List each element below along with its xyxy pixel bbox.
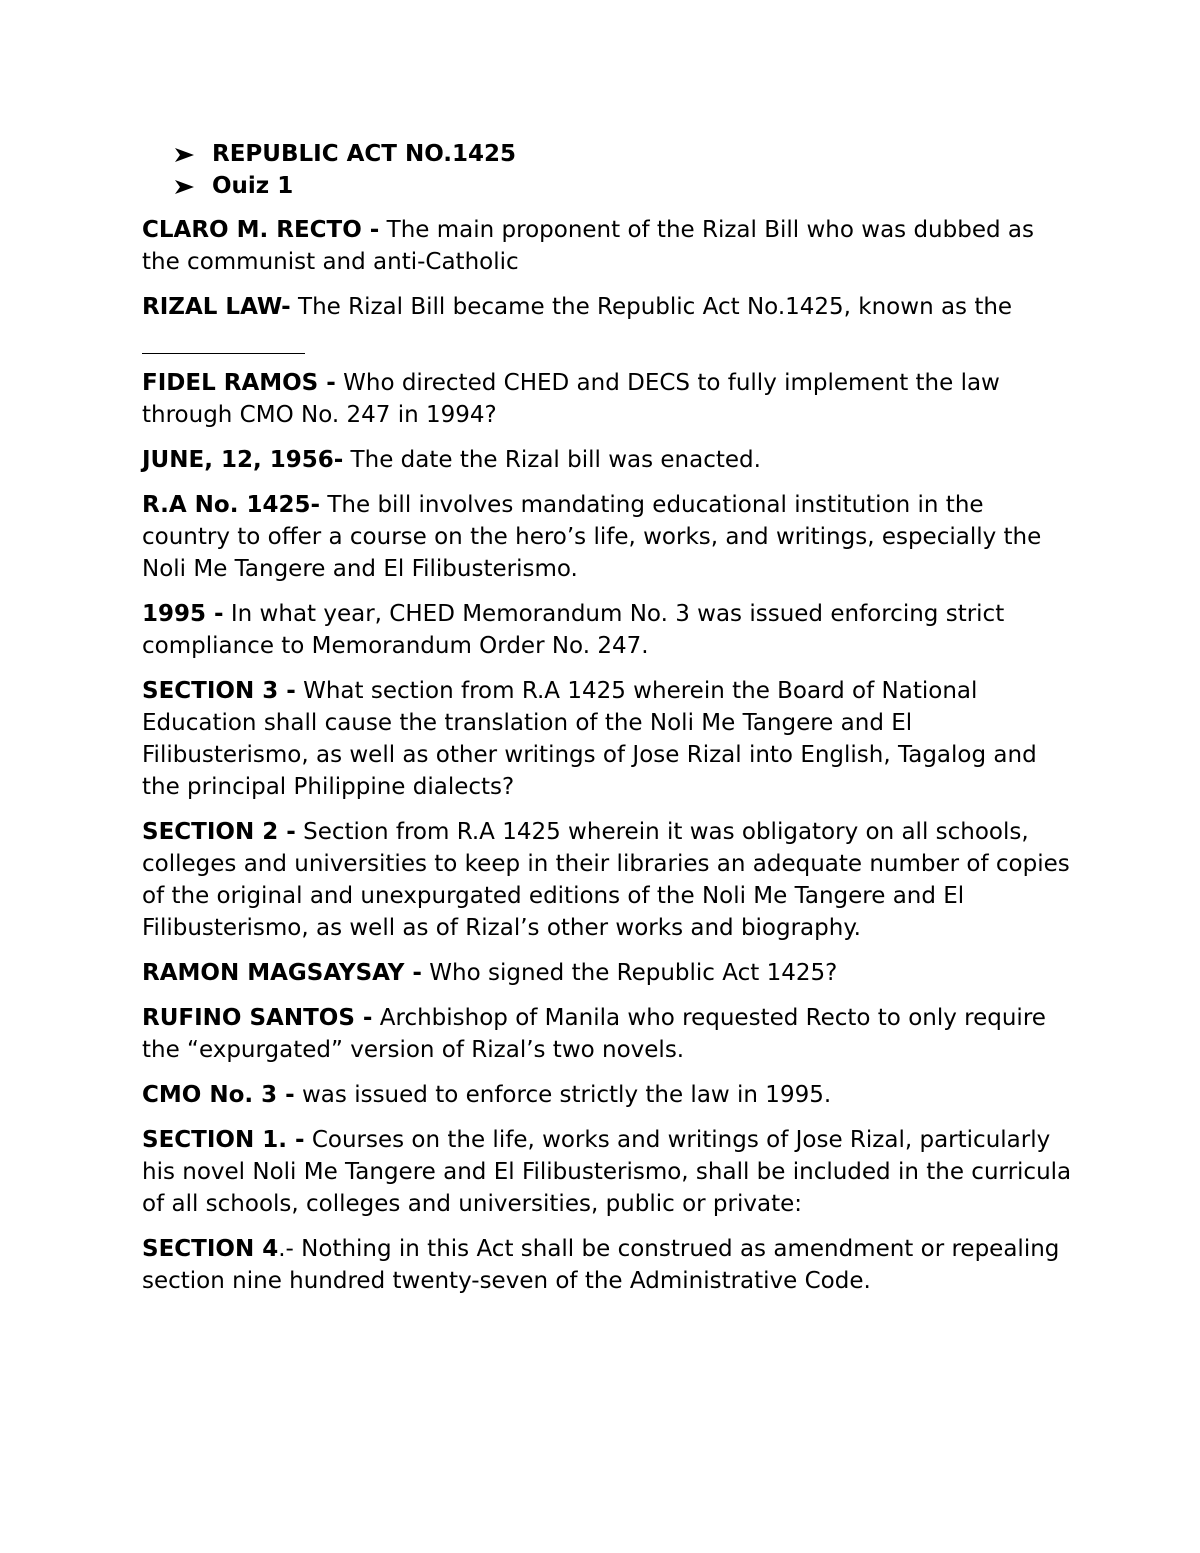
entry-definition: What section from R.A 1425 wherein the Board of National Education shall cause the translation of the Noli Me Tangere and El Filibusterismo, as well as other writings of Jose Rizal into English, Tagalog and the principal Philippine dialects? xyxy=(142,678,1037,800)
arrowhead-bullet-icon xyxy=(174,147,196,163)
quiz-entry xyxy=(142,675,1072,803)
quiz-entry xyxy=(142,291,1072,354)
entry-definition: Archbishop of Manila who requested Recto to only require the “expurgated” version of Rizal’s two novels. xyxy=(142,1005,1046,1063)
entry-term: JUNE, 12, 1956- xyxy=(142,447,344,473)
entry-term: SECTION 1. - xyxy=(142,1127,305,1153)
entry-term: CLARO M. RECTO - xyxy=(142,217,380,243)
heading-text: Ouiz 1 xyxy=(212,173,294,199)
heading-text: REPUBLIC ACT NO.1425 xyxy=(212,141,517,167)
quiz-entry xyxy=(142,367,1072,431)
quiz-entry xyxy=(142,444,1072,476)
entry-term: SECTION 3 - xyxy=(142,678,296,704)
quiz-entry xyxy=(142,1002,1072,1066)
quiz-entry xyxy=(142,1079,1072,1111)
entry-term: SECTION 4 xyxy=(142,1236,279,1262)
entry-term: RAMON MAGSAYSAY - xyxy=(142,960,422,986)
entry-term: R.A No. 1425- xyxy=(142,492,321,518)
entry-term: FIDEL RAMOS - xyxy=(142,370,336,396)
entry-term: SECTION 2 - xyxy=(142,819,296,845)
arrowhead-bullet-icon xyxy=(174,179,196,195)
document-page xyxy=(142,138,1072,1310)
entry-definition: The main proponent of the Rizal Bill who was dubbed as the communist and anti-Catholic xyxy=(142,217,1034,275)
entry-term: RIZAL LAW- xyxy=(142,294,291,320)
answer-blank-line xyxy=(142,353,305,354)
heading-bullet-item xyxy=(142,170,1072,202)
entry-definition: The Rizal Bill became the Republic Act No.1425, known as the xyxy=(290,294,1013,320)
heading-bullet-item xyxy=(142,138,1072,170)
entry-definition: Who directed CHED and DECS to fully implement the law through CMO No. 247 in 1994? xyxy=(142,370,1000,428)
quiz-entry xyxy=(142,957,1072,989)
quiz-entry xyxy=(142,598,1072,662)
heading-bullet-list xyxy=(142,138,1072,202)
quiz-entry xyxy=(142,1233,1072,1297)
entry-definition: The date the Rizal bill was enacted. xyxy=(343,447,761,473)
entry-term: 1995 - xyxy=(142,601,224,627)
entry-definition: Courses on the life, works and writings of Jose Rizal, particularly his novel Noli Me Tangere and El Filibusterismo, shall be included in the curricula of all schools, colleges and universities, public or private: xyxy=(142,1127,1072,1217)
quiz-entry xyxy=(142,214,1072,278)
entry-term: CMO No. 3 - xyxy=(142,1082,295,1108)
entry-definition: was issued to enforce strictly the law in 1995. xyxy=(294,1082,832,1108)
entry-definition: Who signed the Republic Act 1425? xyxy=(421,960,838,986)
entry-term-suffix: .- xyxy=(278,1236,294,1262)
entry-definition: Nothing in this Act shall be construed as amendment or repealing section nine hundred twenty-seven of the Administrative Code. xyxy=(142,1236,1060,1294)
entry-definition: The bill involves mandating educational institution in the country to offer a course on the hero’s life, works, and writings, especially the Noli Me Tangere and El Filibusterismo. xyxy=(142,492,1042,582)
quiz-entry xyxy=(142,816,1072,944)
quiz-entry xyxy=(142,489,1072,585)
entry-definition: In what year, CHED Memorandum No. 3 was issued enforcing strict compliance to Memorandum Order No. 247. xyxy=(142,601,1005,659)
quiz-entry xyxy=(142,1124,1072,1220)
entry-term: RUFINO SANTOS - xyxy=(142,1005,373,1031)
entry-definition: Section from R.A 1425 wherein it was obligatory on all schools, colleges and universities to keep in their libraries an adequate number of copies of the original and unexpurgated editions of the Noli Me Tangere and El Filibusterismo, as well as of Rizal’s other works and biography. xyxy=(142,819,1070,941)
